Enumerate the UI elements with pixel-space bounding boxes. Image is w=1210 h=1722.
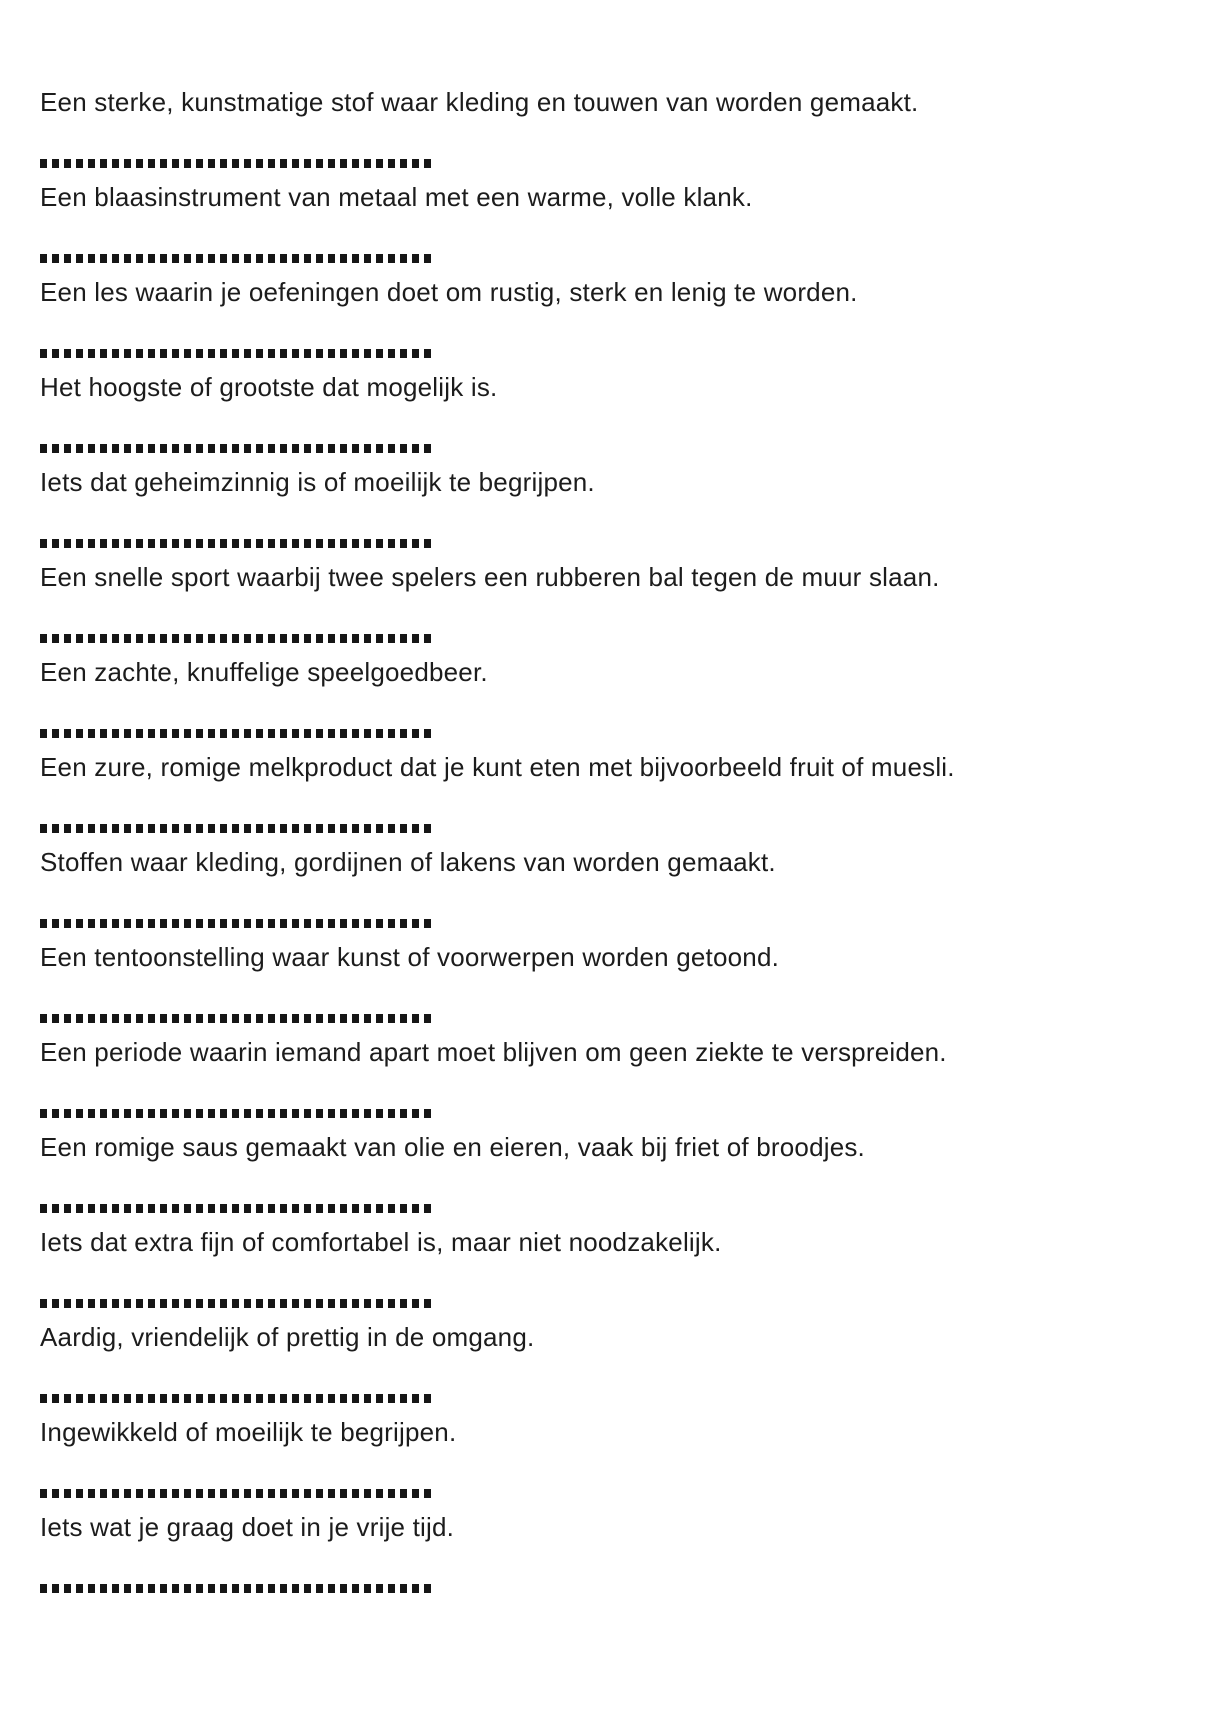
definition-item — [40, 1036, 1180, 1118]
answer-dotted-line — [40, 349, 432, 358]
definition-text: Een romige saus gemaakt van olie en eieren, vaak bij friet of broodjes. — [40, 1132, 865, 1162]
definition-text: Een zachte, knuffelige speelgoedbeer. — [40, 657, 488, 687]
definition-item — [40, 276, 1180, 358]
answer-dotted-line — [40, 1014, 432, 1023]
definition-item — [40, 466, 1180, 548]
definition-item — [40, 1226, 1180, 1308]
definition-item — [40, 656, 1180, 738]
definition-item — [40, 371, 1180, 453]
answer-dotted-line — [40, 824, 432, 833]
answer-dotted-line — [40, 1489, 432, 1498]
answer-dotted-line — [40, 1204, 432, 1213]
answer-dotted-line — [40, 159, 432, 168]
answer-dotted-line — [40, 444, 432, 453]
definition-item — [40, 86, 1180, 168]
answer-dotted-line — [40, 1109, 432, 1118]
definition-text: Iets dat extra fijn of comfortabel is, maar niet noodzakelijk. — [40, 1227, 722, 1257]
answer-dotted-line — [40, 254, 432, 263]
definition-text: Iets dat geheimzinnig is of moeilijk te begrijpen. — [40, 467, 595, 497]
answer-dotted-line — [40, 919, 432, 928]
definition-item — [40, 846, 1180, 928]
definition-item — [40, 1131, 1180, 1213]
definition-text: Stoffen waar kleding, gordijnen of lakens van worden gemaakt. — [40, 847, 776, 877]
definition-text: Een sterke, kunstmatige stof waar kleding en touwen van worden gemaakt. — [40, 87, 919, 117]
answer-dotted-line — [40, 1394, 432, 1403]
definition-text: Een periode waarin iemand apart moet blijven om geen ziekte te verspreiden. — [40, 1037, 947, 1067]
definition-text: Een zure, romige melkproduct dat je kunt eten met bijvoorbeeld fruit of muesli. — [40, 752, 955, 782]
definition-item — [40, 1511, 1180, 1593]
definition-text: Een tentoonstelling waar kunst of voorwerpen worden getoond. — [40, 942, 780, 972]
definition-text: Een snelle sport waarbij twee spelers een rubberen bal tegen de muur slaan. — [40, 562, 940, 592]
definition-text: Iets wat je graag doet in je vrije tijd. — [40, 1512, 455, 1542]
definition-item — [40, 1321, 1180, 1403]
definition-item — [40, 941, 1180, 1023]
answer-dotted-line — [40, 1584, 432, 1593]
definition-text: Een blaasinstrument van metaal met een warme, volle klank. — [40, 182, 753, 212]
answer-dotted-line — [40, 729, 432, 738]
definition-text: Aardig, vriendelijk of prettig in de omgang. — [40, 1322, 535, 1352]
answer-dotted-line — [40, 539, 432, 548]
answer-dotted-line — [40, 634, 432, 643]
definition-item — [40, 181, 1180, 263]
definition-item — [40, 751, 1180, 833]
definition-text: Ingewikkeld of moeilijk te begrijpen. — [40, 1417, 457, 1447]
definition-text: Het hoogste of grootste dat mogelijk is. — [40, 372, 498, 402]
answer-dotted-line — [40, 1299, 432, 1308]
definition-item — [40, 1416, 1180, 1498]
definition-item — [40, 561, 1180, 643]
definition-text: Een les waarin je oefeningen doet om rustig, sterk en lenig te worden. — [40, 277, 858, 307]
